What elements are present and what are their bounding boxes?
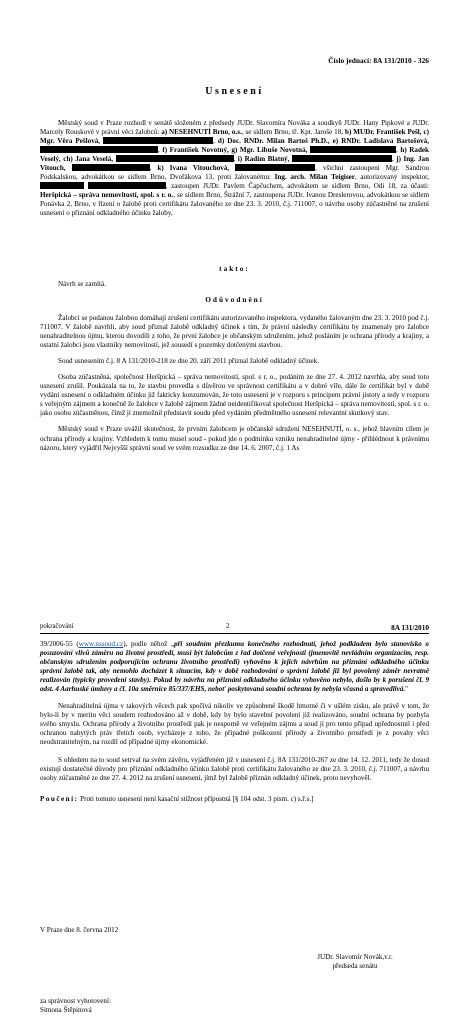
reference-number: Číslo jednací: 8A 131/2010 - 326: [328, 56, 429, 65]
paragraph: S ohledem na to soud setrval na svém závěru, vyjádřeném již v usnesení č.j. 8A 131/2010-267 ze dne 14. 12. 2011, tedy že dosud existují dostatečné důvody pro přiznání odkladného účinku žalobě proti certifikátu žalovaného ze dne 23. 3. 2010, č.j. 711007, a návrhu osoby zúčastněné ze dne 27. 4. 2012 na zrušení usnesení, jímž byl žalobě přiznán odkladný účinek, proto nevyhověl.: [40, 755, 429, 782]
reasoning-page2: [40, 640, 429, 804]
page-number: 2: [226, 623, 230, 630]
redacted-block: [116, 155, 234, 162]
plaintiff-d-e: d) Doc. RNDr. Milan Bartoš Ph.D., e) RNDr. Ladislava Bartošová,: [217, 137, 429, 146]
plaintiff-j: j) Ing. Jan Vitouch,: [40, 155, 430, 173]
copy-name: Simona Štěpinová: [40, 1006, 92, 1014]
redacted-block: [88, 182, 166, 189]
header-rule: [40, 633, 429, 634]
intro-text: , zastoupen JUDr. Pavlem Čapčuchem, advokátem se sídlem Brno, Odi 18, za účasti:: [165, 182, 430, 191]
plaintiff-a: a) NESEHNUTÍ Brno, o.s.: [161, 128, 242, 137]
continuation-label: pokračování: [40, 623, 74, 630]
copy-certification: [40, 997, 111, 1015]
redacted-block: [103, 137, 213, 144]
redacted-block: [72, 164, 150, 171]
paragraph: Osoba zúčastněná, společnost Heršpická – správa nemovitostí, spol. s r. o., podáním ze dne 27. 4. 2012 navrhla, aby soud toto usnesení zrušil. Poukázala na to, že stavbu provedla s důvěrou ve správnost certifikátu a v dobré víře, dále že certifikát byl v době vydání usnesení o odkladném účinku již fakticky konzumován, že toto usnesení je v rozporu s principem právní jistoty a tedy v rozporu s veřejným zájmem a konečně že žalobce v žalobě zájmem žádné neidentifikoval společnost Heršpická – správa nemovitostí, spol. s r. o. jako osobu zúčastněnou, čímž jí znemožnil představit soudu před vydáním předmětného usnesení relevantní skutkový stav.: [40, 373, 429, 418]
verdict-text: Návrh se zamítá.: [58, 280, 106, 288]
redacted-block: [235, 164, 315, 171]
redacted-block: [40, 182, 84, 189]
plaintiff-f-g: f) František Novotný, g) Mgr. Libuše Novotná,: [162, 146, 308, 155]
judge-role: předseda senátu: [332, 962, 378, 970]
participant-name: Heršpická – správa nemovitostí, spol. s r. o.: [40, 191, 174, 200]
intro-text: , se sídlem Brno, Štrážní 7, zastoupena JUDr. Ivanou Dreslerovou, advokátkou se sídlem Ponávka 2, Brno, v řízení o žalobě proti certifikátu žalovaného ze dne 23. 3. 2010, č.j. 711007, o návrhu osoby zúčastněné na zrušení usnesení o přiznání odkladného účinku žaloby,: [40, 191, 429, 218]
redacted-block: [310, 146, 396, 153]
document-title: Usnesení: [205, 86, 264, 97]
plaintiff-b-c: b) MUDr. František Pešl, c) Mgr. Věra Pešlová,: [40, 128, 429, 146]
verdict: [40, 280, 429, 289]
reasoning-heading: Odůvodnění: [205, 295, 264, 304]
reasoning-page1: [40, 314, 429, 453]
intro-text: všichni zastoupeni Mgr. Sandrou Podskalskou, advokátkou se sídlem Brno, Dvořákova 13, proti žalovanému:: [40, 164, 430, 182]
intro-paragraph: Městský soud v Praze rozhodl v senátě složeném z předsedy JUDr. Slavomíra Nováka a soudkyň JUDr. Hany Pipkové a JUDr. Marcely Rouskové v právní věci žalobců: a) NESEHNUTÍ Brno, o.s., se sídlem Brno, tř. Kpt. Jaroše 18, b) MUDr. František Pešl, c) Mgr. Věra Pešlová, , d) Doc. RNDr. Milan Bartoš Ph.D., e) RNDr. Ladislava Bartošová, , f) František Novotný, g) Mgr. Libuše Novotná, , h) Radek Veselý, ch) Jana Veselá, , i) Radim Blatný, , j) Ing. Jan Vitouch, , k) Ivana Vitouchová, , všichni zastoupeni Mgr. Sandrou Podskalskou, advokátkou se sídlem Brno, Dvořákova 13, proti žalovanému: Ing. arch. Milan Teigiser, autorizovaný inspektor, , zastoupen JUDr. Pavlem Čapčuchem, advokátem se sídlem Brno, Odi 18, za účasti: Heršpická – správa nemovitostí, spol. s r. o., se sídlem Brno, Štrážní 7, zastoupena JUDr. Ivanou Dreslerovou, advokátkou se sídlem Ponávka 2, Brno, v řízení o žalobě proti certifikátu žalovaného ze dne 23. 3. 2010, č.j. 711007, o návrhu osoby zúčastněné na zrušení usnesení o přiznání odkladného účinku žaloby,: [40, 119, 430, 218]
paragraph: Soud usnesením č.j. 8 A 131/2010-218 ze dne 20. září 2011 přiznal žalobě odkladný účinek.: [58, 357, 319, 366]
paragraph-text: ), podle něhož „: [123, 640, 175, 648]
intro-text: Městský soud v Praze rozhodl v senátě složeném z předsedy JUDr. Slavomíra Nováka a soudkyň JUDr. Hany Pipkové a JUDr. Marcely Rouskové v právní věci žalobců:: [40, 119, 429, 137]
plaintiff-i: i) Radim Blatný,: [237, 155, 290, 164]
court-website-link[interactable]: www.nssoud.cz: [78, 640, 124, 648]
paragraph-text: 39/2006-55 (: [40, 640, 79, 648]
paragraph: [40, 640, 429, 694]
intro-text: , se sídlem Brno, tř. Kpt. Jaroše 18,: [241, 128, 345, 137]
redacted-block: [292, 155, 392, 162]
quote-text: při soudním přezkumu konečného rozhodnutí, jehož podkladem bylo stanovisko o posuzování vlivů záměru na životní prostředí, musí být žalobcům z řad dotčené veřejnosti (jmenovitě nevládním organizacím, resp. občanským sdružením podporujícím ochranu životního prostředí) vyhověno k jejich návrhům na přiznání odkladného účinku správní žalobě tak, aby nemohlo docházet k situacím, kdy v době rozhodování o správní žalobě již byl povolený záměr nevratně realizován (typicky provedení stavby). Pokud by návrhu na přiznání odkladného účinku vyhověno nebylo, došlo by k porušení čl. 9 odst. 4 Aarhuské úmluvy a čl. 10a směrnice 85/337/EHS, neboť poskytovaná soudní ochrana by nebyla včasná a spravedlivá.: [40, 640, 429, 694]
instruction-text: Proti tomuto usnesení není kasační stížnost přípustná [§ 104 odst. 3 písm. c) s.ř.s.]: [78, 794, 314, 803]
takto-heading: takto:: [219, 264, 250, 273]
judge-name: JUDr. Slavomír Novák,v.r.: [317, 953, 393, 961]
judge-signature: [300, 953, 410, 971]
date-place: V Praze dne 8. června 2012: [40, 926, 119, 934]
intro-text: , autorizovaný inspektor,: [354, 173, 429, 182]
instruction-paragraph: [40, 795, 429, 804]
instruction-label: Poučení:: [40, 794, 79, 803]
paragraph-text: ": [405, 685, 409, 694]
plaintiff-h-ch: h) Radek Veselý, ch) Jana Veselá,: [40, 146, 430, 164]
paragraph: Městský soud v Praze uvážil skutečnost, že prvním žalobcem je občanské sdružení NESEHNUTÍ, o. s., jehož hlavním cílem je ochrana přírody a krajiny. Vzhledem k tomu musel soud - pokud jde o podmínku vzniku nenahraditelné újmy - přihlédnout k právnímu názoru, který vyjádřil Nejvyšší správní soud ve svém rozsudku ze dne 14. 6. 2007, č.j. 1 As: [40, 425, 429, 452]
plaintiff-k: k) Ivana Vitouchová,: [157, 164, 230, 173]
defendant-name: Ing. arch. Milan Teigiser: [274, 173, 355, 182]
paragraph: Žalobci se podanou žalobou domáhají zrušení certifikátu autorizovaného inspektora, vydaného žalovaným dne 23. 3. 2010 pod č.j. 711007. V žalobě navrhli, aby soud přiznal žalobě odkladný účinek s tím, že právní následky certifikátu by znamenaly pro žalobce nenahraditelnou újmu, kterou dovodili z toho, že první žalobce je občanským sdružením, jehož posláním je ochrana přírody a krajiny, a ostatní žalobci jsou vlastníky nemovitostí, jež sousedí s pozemky dotčenými stavbou.: [40, 314, 429, 350]
case-number: 8A 131/2010: [391, 623, 429, 632]
copy-label: za správnost vyhotovení:: [40, 997, 111, 1005]
redacted-block: [40, 146, 158, 153]
paragraph: Nenahraditelná újma v takových věcech pak spočívá nikoliv ve způsobené škodě hmotné či v ušlém zisku, ale právě v tom, že bylo-li by v meritu věci soudem rozhodováno až v době, kdy by bylo stavební povolení již realizováno, soudní ochrana by pozbyla svého smyslu. Ochrana přírody a životního prostředí pak je nesporně ve veřejném zájmu a soud jí pro tento případ upřednostnil i před ochranou nabytých práv třetích osob, vycházeje z toho, že případné poškození přírody a životního prostředí je z povahy věci neodstranitelným, na rozdíl od případné újmy ekonomické.: [40, 702, 429, 747]
